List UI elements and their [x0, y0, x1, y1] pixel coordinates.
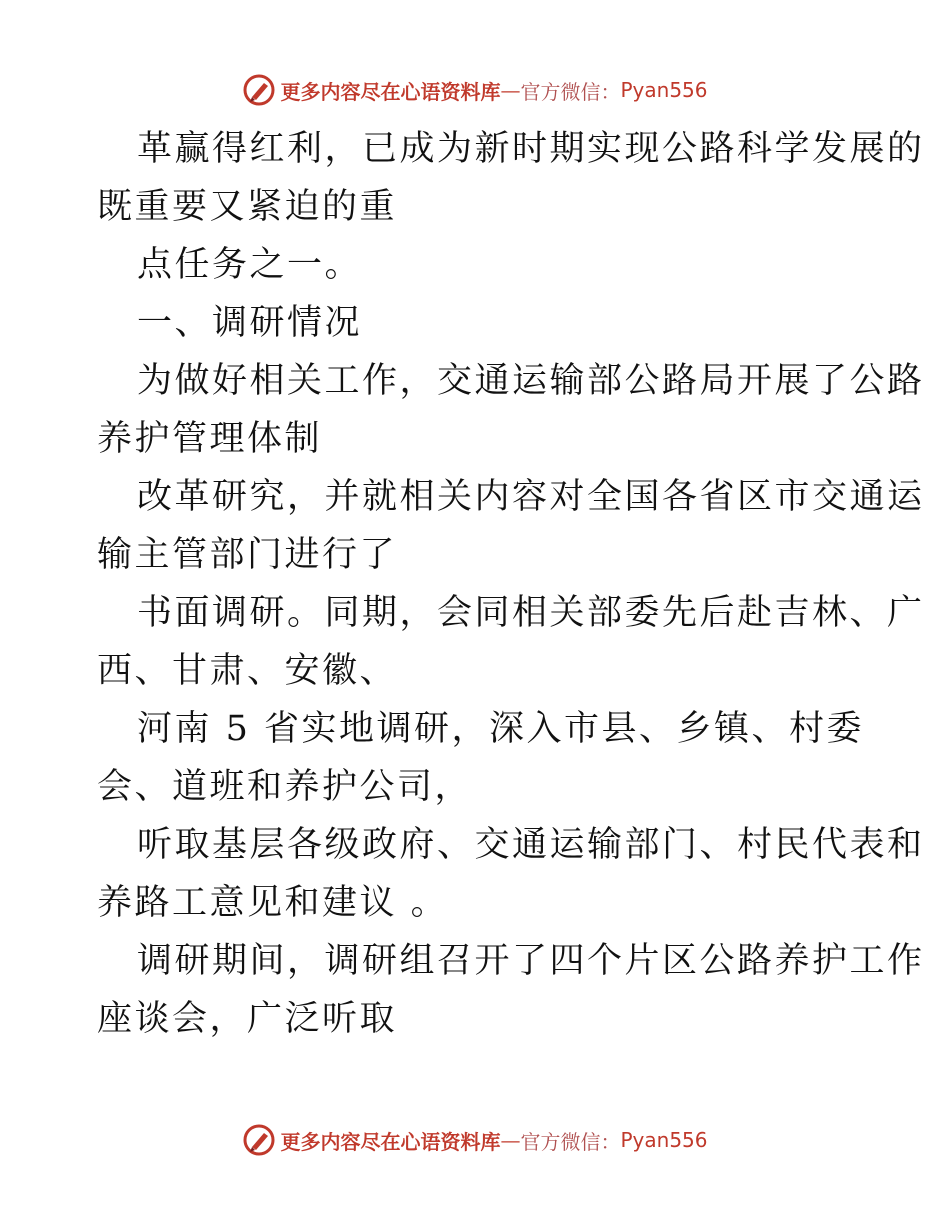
watermark-main-text: 更多内容尽在心语资料库	[280, 1129, 501, 1154]
body-line: 既重要又紧迫的重	[97, 187, 398, 227]
body-line: 改革研究，并就相关内容对全国各省区市交通运	[137, 477, 925, 517]
watermark-footer	[0, 1120, 950, 1160]
pen-logo-icon	[242, 1123, 276, 1157]
watermark-dash: —	[500, 78, 521, 102]
body-line: 点任务之一。	[137, 245, 363, 285]
body-line: 河南 5 省实地调研，深入市县、乡镇、村委	[137, 709, 865, 749]
watermark-id: Pyan556	[620, 1128, 708, 1152]
body-line: 座谈会，广泛听取	[97, 999, 398, 1039]
body-line: 书面调研。同期，会同相关部委先后赴吉林、广	[137, 593, 925, 633]
watermark-dash: —	[500, 1128, 521, 1152]
body-line: 听取基层各级政府、交通运输部门、村民代表和	[137, 825, 925, 865]
body-line: 会、道班和养护公司，	[97, 767, 473, 807]
body-line: 调研期间，调研组召开了四个片区公路养护工作	[137, 941, 925, 981]
pen-logo-icon	[242, 73, 276, 107]
body-line: 西、甘肃、安徽、	[97, 651, 398, 691]
section-heading: 一、调研情况	[137, 303, 363, 343]
watermark-id: Pyan556	[620, 78, 708, 102]
watermark-official-label: 官方微信：	[520, 79, 621, 104]
body-line: 输主管部门进行了	[97, 535, 398, 575]
body-line: 养路工意见和建议 。	[97, 883, 449, 923]
body-line: 养护管理体制	[97, 419, 323, 459]
watermark-main-text: 更多内容尽在心语资料库	[280, 79, 501, 104]
watermark-header	[0, 70, 950, 110]
body-line: 革赢得红利，已成为新时期实现公路科学发展的	[137, 129, 925, 169]
watermark-official-label: 官方微信：	[520, 1129, 621, 1154]
body-line: 为做好相关工作，交通运输部公路局开展了公路	[137, 361, 925, 401]
